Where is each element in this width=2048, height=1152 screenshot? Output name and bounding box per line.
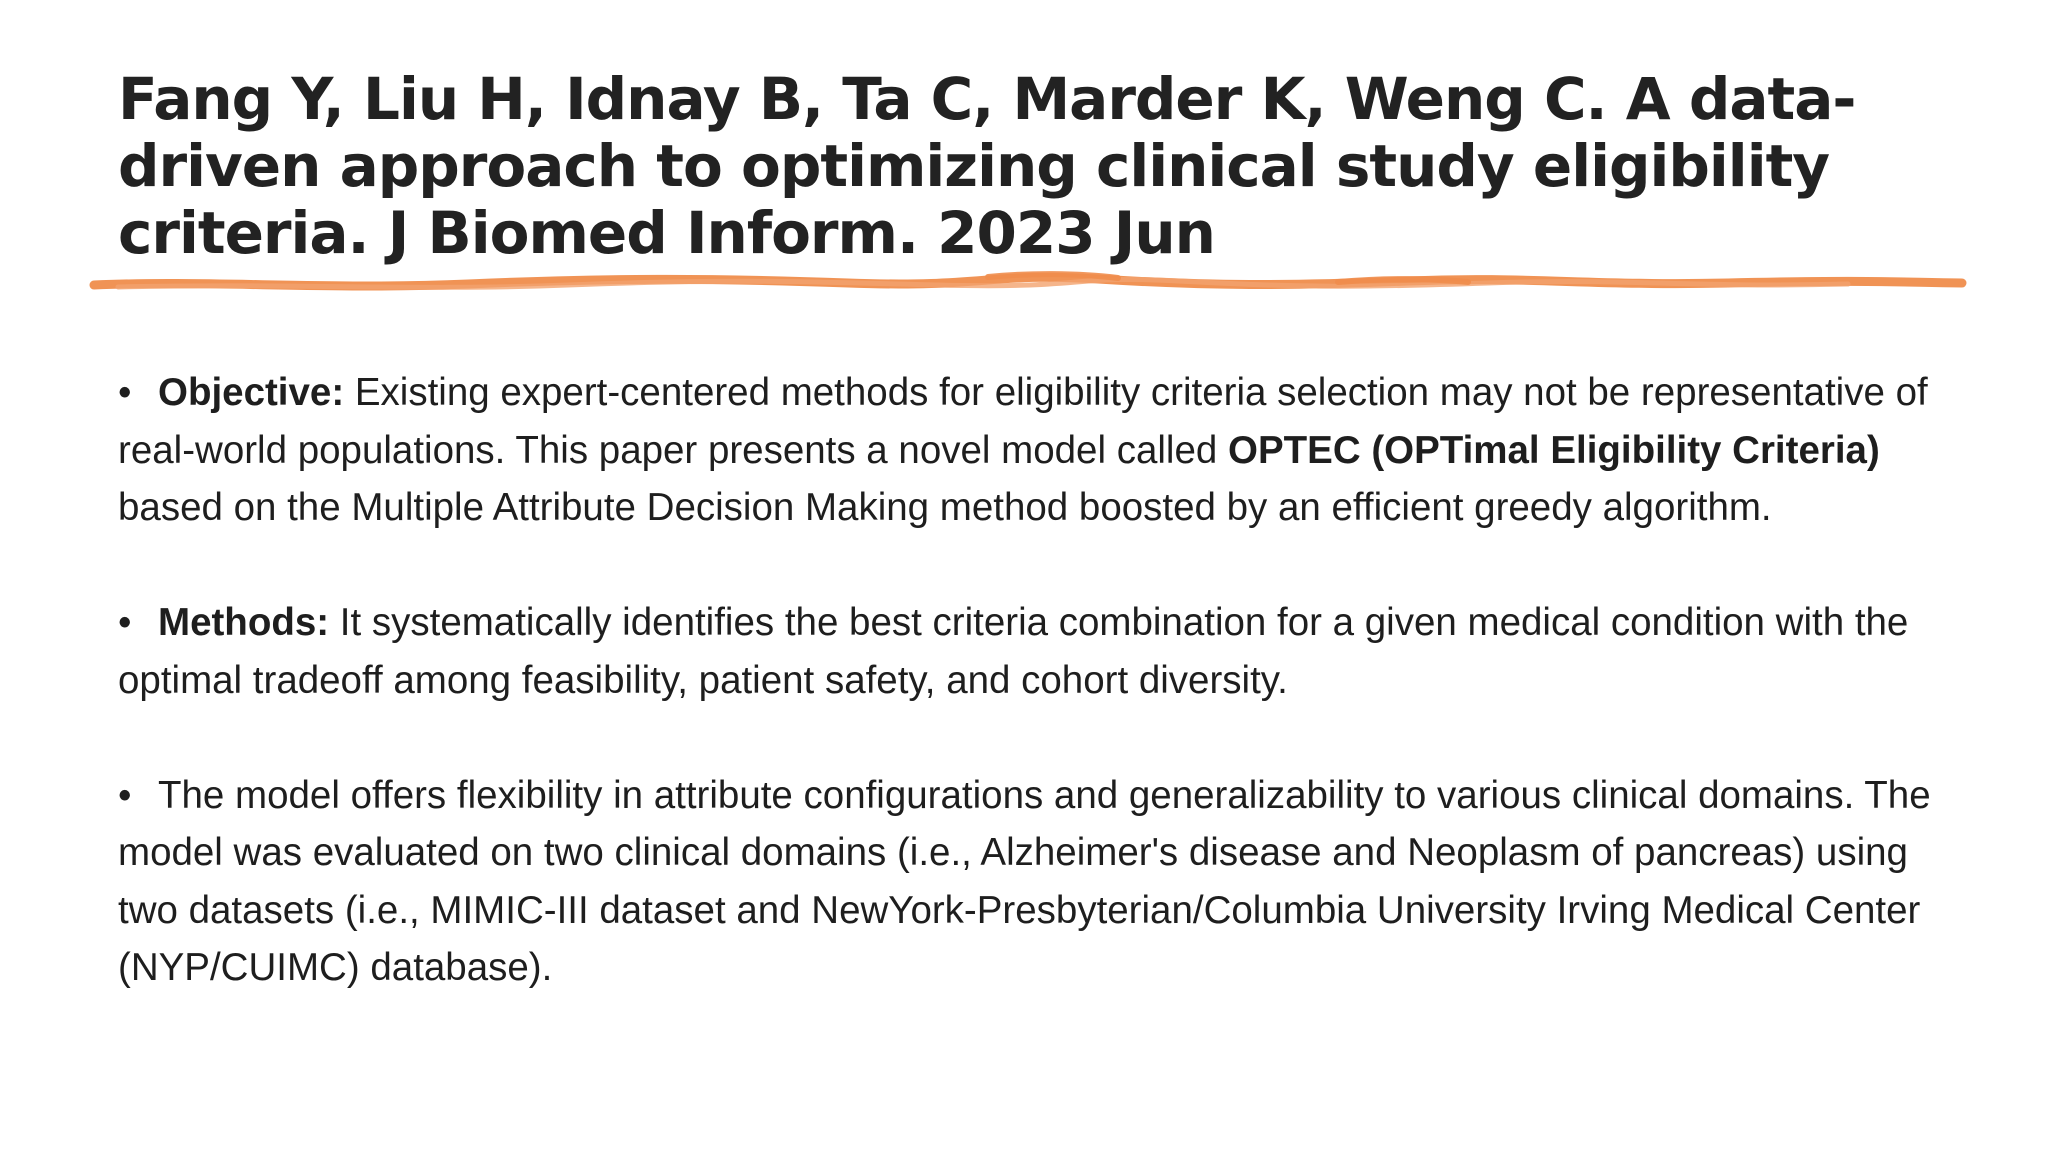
objective-label: Objective: xyxy=(158,371,345,414)
bullet-list xyxy=(118,364,1948,1054)
bullet-dot: • xyxy=(118,773,132,817)
bullet-methods xyxy=(118,594,1948,709)
bullet-dot: • xyxy=(118,601,132,644)
methods-label: Methods: xyxy=(158,601,330,644)
slide-title: Fang Y, Liu H, Idnay B, Ta C, Marder K, Weng C. A data-driven approach to optimizing clinical study eligibility criteria. J Biomed Inform. 2023 Jun xyxy=(118,65,1856,267)
title-underline-brushstroke xyxy=(88,264,1968,304)
bullet-evaluation xyxy=(118,767,1948,997)
objective-text-1: Existing expert-centered methods for eligibility criteria selection may not be representative of real-world populations. This paper presents a novel model called xyxy=(118,371,1928,472)
bullet-objective xyxy=(118,364,1948,537)
objective-text-2: based on the Multiple Attribute Decision Making method boosted by an efficient greedy algorithm. xyxy=(118,486,1772,529)
evaluation-text: The model offers flexibility in attribute configurations and generalizability to various clinical domains. The model was evaluated on two clinical domains (i.e., Alzheimer's disease and Neoplasm of pancreas) using two datasets (i.e., MIMIC-III dataset and NewYork-Presbyterian/Columbia University Irving Medical Center (NYP/CUIMC) database). xyxy=(118,773,1931,989)
optec-model-name: OPTEC (OPTimal Eligibility Criteria) xyxy=(1228,428,1880,472)
bullet-dot: • xyxy=(118,371,132,414)
methods-text: It systematically identifies the best criteria combination for a given medical condition with the optimal tradeoff among feasibility, patient safety, and cohort diversity. xyxy=(118,601,1909,702)
